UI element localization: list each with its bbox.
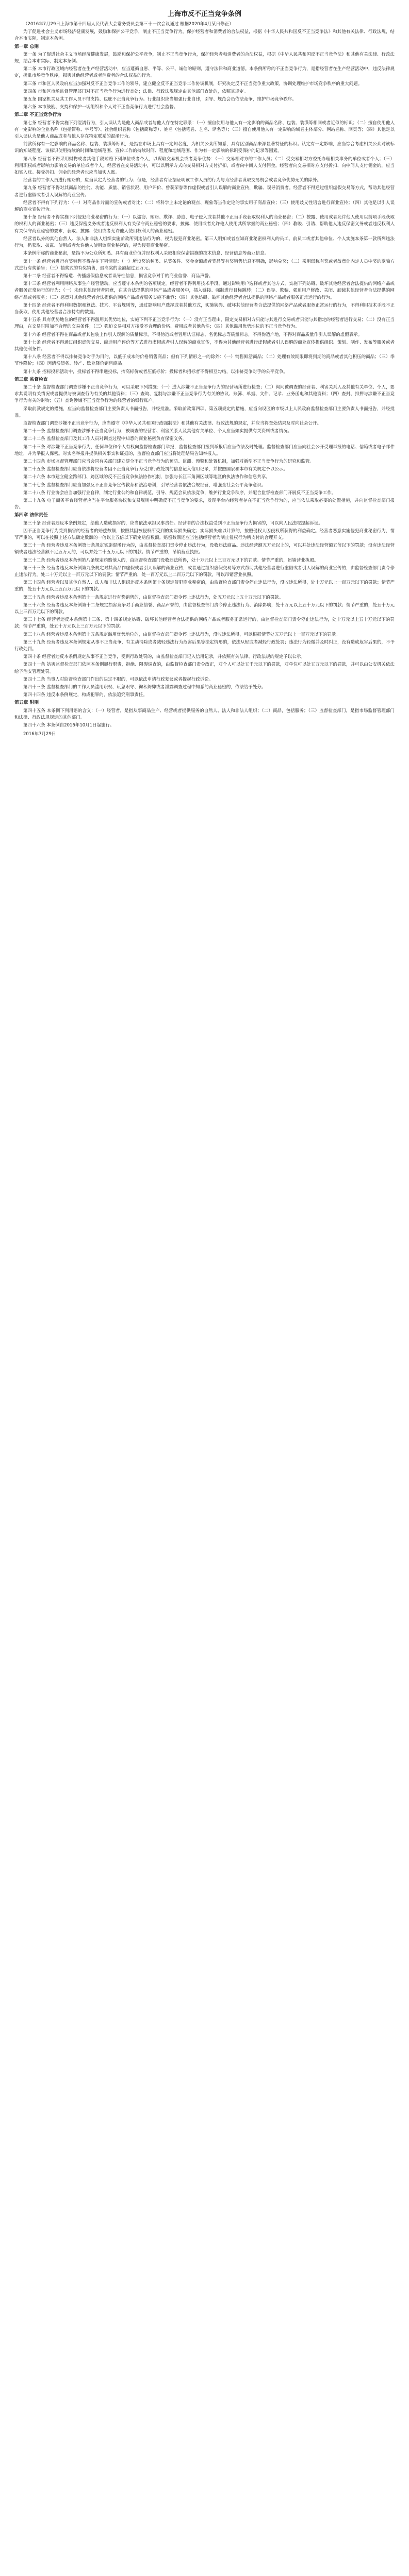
article-paragraph: 第三十五条 经营者违反本条例第十一条规定进行有奖销售的，由监督检查部门责令停止违法行为，处五万元以上五十万元以下的罚款。 <box>23 595 284 600</box>
article-paragraph: 第四十五条 本条例下列用语的含义：（一）经营者，是指从事商品生产、经营或者提供服务的自然人、法人和非法人组织；（二）商品，包括服务；（三）监督检查部门，是指市场监督管理部门和法律、行政法规规定的其他部门。 <box>14 708 395 720</box>
article-paragraph: 第五条 国家机关及其工作人员不得支持、包庇不正当竞争行为。行业组织应当加强行业自律，引导、规范会员依法竞争，维护市场竞争秩序。 <box>23 97 297 103</box>
article-paragraph: 第十七条 经营者不得通过组织虚假交易、编造用户评价等方式进行虚假或者引人误解的商业宣传，不得为其他经营者进行虚假或者引人误解的商业宣传提供组织、策划、制作、发布等服务或者其他便利条件。 <box>14 340 395 352</box>
article-paragraph: 经营者以外的其他自然人、法人和非法人组织实施前款所列违法行为的，视为侵犯商业秘密。第三人明知或者应知商业秘密权利人的员工、前员工或者其他单位、个人实施本条第一款所列违法行为，仍获取、披露、使用或者允许他人使用该商业秘密的，视为侵犯商业秘密。 <box>14 236 395 249</box>
article-paragraph: 第三条 市和区人民政府应当加强对反不正当竞争工作的领导，建立健全反不正当竞争工作协调机制，研究决定反不正当竞争重大政策，协调处理维护市场竞争秩序的重大问题。 <box>23 81 363 87</box>
article-paragraph: 因不正当竞争行为受到损害的经营者的赔偿数额，按照其因被侵权所受到的实际损失确定；实际损失难以计算的，按照侵权人因侵权所获得的利益确定。经营者恶意实施侵犯商业秘密行为，情节严重的，可以在按照上述方法确定数额的一倍以上五倍以下确定赔偿数额。赔偿数额还应当包括经营者为制止侵权行为所支付的合理开支。 <box>14 528 395 541</box>
article-paragraph: 第七条 经营者不得实施下列混淆行为，引人误认为是他人商品或者与他人存在特定联系：（一）擅自使用与他人有一定影响的商品名称、包装、装潢等相同或者近似的标识；（二）擅自使用他人有一定影响的企业名称（包括简称、字号等）、社会组织名称（包括简称等）、姓名（包括笔名、艺名、译名等）；（三）擅自使用他人有一定影响的域名主体部分、网站名称、网页等；（四）其他足以引人误认为是他人商品或者与他人存在特定联系的混淆行为。 <box>14 120 395 140</box>
article-paragraph: 经营者不得有下列行为：（一）对商品作片面的宣传或者对比；（二）将科学上未定论的观点、现象等当作定论的事实用于商品宣传；（三）使用歧义性语言进行商业宣传；（四）其他足以引人误解的商业宣传行为。 <box>14 200 395 213</box>
article-paragraph: 第四十一条 妨害监督检查部门依照本条例履行职责，拒绝、阻碍调查的，由监督检查部门责令改正，对个人可以处五千元以下的罚款，对单位可以处五万元以下的罚款，并可以由公安机关依法给予治安管理处罚。 <box>14 662 395 674</box>
article-paragraph: 第四十三条 监督检查部门的工作人员滥用职权、玩忽职守、徇私舞弊或者泄露调查过程中知悉的商业秘密的，依法给予处分。 <box>23 685 266 690</box>
article-paragraph: 第三十七条 经营者违反本条例第十三条、第十四条规定妨碍、破坏其他经营者合法提供的网络产品或者服务正常运行的，由监督检查部门责令停止违法行为，处十万元以上五十万元以下的罚款；情节严重的，处五十万元以上三百万元以下的罚款。 <box>14 617 395 630</box>
article-paragraph: 第二十八条 行业协会应当加强行业自律，制定行业公约和自律规范，引导、规范会员依法竞争，维护行业竞争秩序，并配合监督检查部门开展反不正当竞争工作。 <box>23 490 336 496</box>
article-paragraph: 第十条 经营者不得实施下列侵犯商业秘密的行为：（一）以盗窃、贿赂、欺诈、胁迫、电子侵入或者其他不正当手段获取权利人的商业秘密；（二）披露、使用或者允许他人使用以前项手段获取的权利人的商业秘密；（三）违反保密义务或者违反权利人有关保守商业秘密的要求，披露、使用或者允许他人使用其所掌握的商业秘密；（四）教唆、引诱、帮助他人违反保密义务或者违反权利人有关保守商业秘密的要求，获取、披露、使用或者允许他人使用权利人的商业秘密。 <box>14 215 395 234</box>
article-paragraph: 第六条 本市鼓励、支持和保护一切组织和个人对不正当竞争行为进行社会监督。 <box>23 105 178 110</box>
article-paragraph: 第三十二条 经营者违反本条例第八条规定贿赂他人的，由监督检查部门没收违法所得，处十万元以上三百万元以下的罚款。情节严重的，吊销营业执照。 <box>23 557 319 563</box>
document-title: 上海市反不正当竞争条例 <box>167 10 241 18</box>
article-paragraph: 第二十条 监督检查部门调查涉嫌不正当竞争行为，可以采取下列措施：（一）进入涉嫌不正当竞争行为的经营场所进行检查；（二）询问被调查的经营者、利害关系人及其他有关单位、个人，要求其说明有关情况或者提供与被调查行为有关的其他资料；（三）查询、复制与涉嫌不正当竞争行为有关的协议、账簿、单据、文件、记录、业务函电和其他资料；（四）查封、扣押与涉嫌不正当竞争行为有关的财物；（五）查询涉嫌不正当竞争行为的经营者的银行账户。 <box>14 384 395 404</box>
article-paragraph: 第三十八条 经营者违反本条例第十五条规定滥用优势地位的，由监督检查部门责令停止违法行为，没收违法所得，可以根据情节处五万元以上一百万元以下的罚款。 <box>23 632 340 637</box>
article-paragraph: 第十六条 经营者不得在商品或者其包装上作引人误解的质量标示，不得伪造或者冒用认证标志、名优标志等质量标志，不得伪造产地，不得对商品质量作引人误解的虚假表示。 <box>23 332 363 337</box>
article-paragraph: 第十一条 经营者进行有奖销售不得存在下列情形：（一）所设奖的种类、兑奖条件、奖金金额或者奖品等有奖销售信息不明确，影响兑奖；（二）采用谎称有奖或者故意让内定人员中奖的欺骗方式进行有奖销售；（三）抽奖式的有奖销售，最高奖的金额超过五万元。 <box>14 259 395 271</box>
article-paragraph: 第三十条 经营者违反本条例规定，给他人造成损害的，应当依法承担民事责任。经营者的合法权益受到不正当竞争行为损害的，可以向人民法院提起诉讼。 <box>23 520 323 526</box>
chapter-heading: 第一章 总则 <box>14 44 39 49</box>
article-paragraph: 第三十九条 经营者违反本条例规定从事不正当竞争，有主动消除或者减轻违法行为危害后果等法定情形的，依法从轻或者减轻行政处罚；违法行为轻微并及时纠正，没有造成危害后果的，不予行政处罚。 <box>14 639 395 652</box>
article-paragraph: 第二十三条 对涉嫌不正当竞争行为，任何单位和个人有权向监督检查部门举报，监督检查部门接到举报后应当依法及时处理。监督检查部门应当向社会公开受理举报的电话、信箱或者电子邮件地址，并为举报人保密。对实名举报并提供相关事实和证据的，监督检查部门应当将处理结果告知举报人。 <box>14 444 395 456</box>
article-paragraph: 第十八条 经营者不得以排挤竞争对手为目的，以低于成本的价格销售商品；但有下列情形之一的除外：（一）销售鲜活商品；（二）处理有效期限即将到期的商品或者其他积压的商品；（三）季节性降价；（四）因清偿债务、转产、歇业降价销售商品。 <box>14 354 395 367</box>
article-paragraph: 本条例所称的商业秘密，是指不为公众所知悉、具有商业价值并经权利人采取相应保密措施的技术信息、经营信息等商业信息。 <box>23 251 269 257</box>
article-paragraph: 监督检查部门调查涉嫌不正当竞争行为，应当遵守《中华人民共和国行政强制法》和其他有关法律、行政法规的规定，并应当将查处结果及时向社会公开。 <box>23 420 322 426</box>
article-paragraph: 第十三条 经营者利用网络从事生产经营活动，应当遵守本条例的各项规定。经营者不得利用技术手段，通过影响用户选择或者其他方式，实施下列妨碍、破坏其他经营者合法提供的网络产品或者服务正常运行的行为：（一）未经其他经营者同意，在其合法提供的网络产品或者服务中，插入链接、强制进行目标跳转；（二）误导、欺骗、强迫用户修改、关闭、卸载其他经营者合法提供的网络产品或者服务；（三）恶意对其他经营者合法提供的网络产品或者服务实施不兼容；（四）其他妨碍、破坏其他经营者合法提供的网络产品或者服务正常运行的行为。 <box>14 281 395 300</box>
date-line: 2016年7月29日 <box>23 732 56 737</box>
document-body <box>14 21 395 738</box>
article-paragraph: 第三十一条 经营者违反本条例第七条规定实施混淆行为的，由监督检查部门责令停止违法行为，没收违法商品。违法经营额五万元以上的，可以并处违法经营额五倍以下的罚款；没有违法经营额或者违法经营额不足五万元的，可以并处二十五万元以下的罚款。情节严重的，吊销营业执照。 <box>14 543 395 555</box>
article-paragraph: 第三十六条 经营者违反本条例第十二条规定损害竞争对手商业信誉、商品声誉的，由监督检查部门责令停止违法行为、消除影响，处十万元以上五十万元以下的罚款；情节严重的，处五十万元以上三百万元以下的罚款。 <box>14 602 395 615</box>
intro-paragraph: （2016年7月29日上海市第十四届人民代表大会常务委员会第三十一次会议通过 根据2020年4月某日修正） <box>23 22 234 27</box>
article-paragraph: 第四十六条 本条例自2016年10月1日起施行。 <box>23 723 114 728</box>
article-paragraph: 第三十四条 经营者以及其他自然人、法人和非法人组织违反本条例第十条规定侵犯商业秘密的，由监督检查部门责令停止违法行为，没收违法所得，处十万元以上一百万元以下的罚款；情节严重的，处五十万元以上五百万元以下的罚款。 <box>14 580 395 592</box>
article-paragraph: 第十五条 具有优势地位的经营者不得滥用其优势地位，实施下列不正当竞争行为：（一）没有正当理由，限定交易相对方只能与其进行交易或者只能与其指定的经营者进行交易；（二）没有正当理由，在交易时附加不合理的交易条件；（三）强迫交易相对方接受不合理的价格、费用或者其他条件；（四）其他滥用优势地位的不正当竞争行为。 <box>14 317 395 330</box>
article-paragraph: 第二条 本市行政区域内经营者在生产经营活动中，应当遵循自愿、平等、公平、诚信的原则，遵守法律和商业道德。本条例所称的不正当竞争行为，是指经营者在生产经营活动中，违反法律规定，扰乱市场竞争秩序，损害其他经营者或者消费者的合法权益的行为。 <box>14 66 395 79</box>
article-paragraph: 第三十三条 经营者违反本条例第九条规定对其商品作虚假或者引人误解的商业宣传，或者通过组织虚假交易等方式帮助其他经营者进行虚假或者引人误解的商业宣传的，由监督检查部门责令停止违法行为，处二十万元以上一百万元以下的罚款；情节严重的，处一百万元以上二百万元以下的罚款，可以吊销营业执照。 <box>14 565 395 578</box>
article-paragraph: 第二十一条 监督检查部门调查涉嫌不正当竞争行为，被调查的经营者、利害关系人及其他有关单位、个人应当如实提供有关资料或者情况。 <box>23 429 292 434</box>
article-paragraph: 第四十条 经营者违反本条例规定从事不正当竞争，受到行政处罚的，由监督检查部门记入信用记录，并依照有关法律、行政法规的规定予以公示。 <box>23 654 305 660</box>
article-paragraph: 第二十二条 监督检查部门及其工作人员对调查过程中知悉的商业秘密负有保密义务。 <box>23 436 187 442</box>
article-paragraph: 第二十九条 电子商务平台经营者应当在平台服务协议和交易规则中明确反不正当竞争的要求，发现平台内经营者存在不正当竞争行为的，应当依法采取必要的处置措施，并向监督检查部门报告。 <box>14 498 395 511</box>
article-paragraph: 第一条 为了促进社会主义市场经济健康发展，鼓励和保护公平竞争，制止不正当竞争行为，保护经营者和消费者的合法权益，根据《中华人民共和国反不正当竞争法》和其他有关法律、行政法规，结合本市实际，制定本条例。 <box>14 52 395 64</box>
intro-paragraph: 为了促进社会主义市场经济健康发展，鼓励和保护公平竞争，制止不正当竞争行为，保护经营者和消费者的合法权益，根据《中华人民共和国反不正当竞争法》和其他有关法律、行政法规，结合本市实际，制定本条例。 <box>14 29 395 42</box>
article-paragraph: 第十四条 经营者不得利用数据和算法、技术、平台规则等，通过影响用户选择或者其他方式，实施妨碍、破坏其他经营者合法提供的网络产品或者服务正常运行的行为，不得利用技术手段不正当获取、使用其他经营者合法持有的数据。 <box>14 302 395 315</box>
article-paragraph: 第十二条 经营者不得编造、传播虚假信息或者误导性信息，损害竞争对手的商业信誉、商品声誉。 <box>23 273 214 279</box>
article-paragraph: 第二十四条 市场监督管理部门应当会同有关部门建立健全不正当竞争行为的预防、监测、预警和处置机制，加强对新型不正当竞争行为的研究和监管。 <box>23 459 314 464</box>
chapter-heading: 第三章 监督检查 <box>14 377 48 382</box>
article-paragraph: 经营者的工作人员进行贿赂的，应当认定为经营者的行为；但是，经营者有证据证明该工作人员的行为与为经营者谋取交易机会或者竞争优势无关的除外。 <box>23 178 322 183</box>
article-paragraph: 第四十四条 违反本条例规定，构成犯罪的，依法追究刑事责任。 <box>23 692 148 698</box>
article-paragraph: 第四条 市和区市场监督管理部门对不正当竞争行为进行查处；法律、行政法规规定由其他部门查处的，依照其规定。 <box>23 89 249 94</box>
article-paragraph: 前款所称有一定影响的商品名称、包装、装潢等标识，是指在市场上具有一定知名度，为相关公众所知悉，具有区别商品来源显著特征的标识。认定有一定影响，应当综合考虑相关公众对该标识的知晓程度、该标识使用持续的时间和地域范围、宣传工作的持续时间、程度和地域范围、作为有一定影响的标识受保护的记录等因素。 <box>14 142 395 154</box>
article-paragraph: 第八条 经营者不得采用财物或者其他手段贿赂下列单位或者个人，以谋取交易机会或者竞争优势：（一）交易相对方的工作人员；（二）受交易相对方委托办理相关事务的单位或者个人；（三）利用职权或者影响力影响交易的单位或者个人。经营者在交易活动中，可以以明示方式向交易相对方支付折扣，或者向中间人支付佣金。经营者向交易相对方支付折扣、向中间人支付佣金的，应当如实入账。接受折扣、佣金的经营者也应当如实入账。 <box>14 156 395 176</box>
article-paragraph: 第四十二条 当事人对监督检查部门作出的决定不服的，可以依法申请行政复议或者提起行政诉讼。 <box>23 676 214 682</box>
chapter-heading: 第二章 不正当竞争行为 <box>14 112 62 118</box>
article-paragraph: 第二十五条 监督检查部门应当依法将经营者因不正当竞争行为受到行政处罚的信息记入信用记录，并按照国家和本市有关规定予以公示。 <box>23 467 288 472</box>
chapter-heading: 第四章 法律责任 <box>14 513 48 518</box>
article-paragraph: 第十九条 招标投标活动中，投标者不得串通投标，抬高标价或者压低标价；投标者和招标者不得相互勾结，以排挤竞争对手的公平竞争。 <box>23 369 288 375</box>
article-paragraph: 第二十七条 监督检查部门应当加强反不正当竞争宣传教育和法治培训，引导经营者依法合规经营，增强全社会公平竞争意识。 <box>23 482 266 488</box>
chapter-heading: 第五章 附则 <box>14 700 39 706</box>
article-paragraph: 第九条 经营者不得对其商品的性能、功能、质量、销售状况、用户评价、曾获荣誉等作虚假或者引人误解的商业宣传，欺骗、误导消费者。经营者不得通过组织虚假交易等方式，帮助其他经营者进行虚假或者引人误解的商业宣传。 <box>14 185 395 198</box>
article-paragraph: 采取前款规定的措施，应当向监督检查部门主要负责人书面报告，并经批准。采取前款第四项、第五项规定的措施，应当向设区的市级以上人民政府监督检查部门主要负责人书面报告，并经批准。 <box>14 406 395 418</box>
article-paragraph: 第二十六条 本市建立健全跨部门、跨区域的反不正当竞争执法协作机制，加强与长江三角洲区域等地区的执法协作和信息共享。 <box>23 474 270 480</box>
